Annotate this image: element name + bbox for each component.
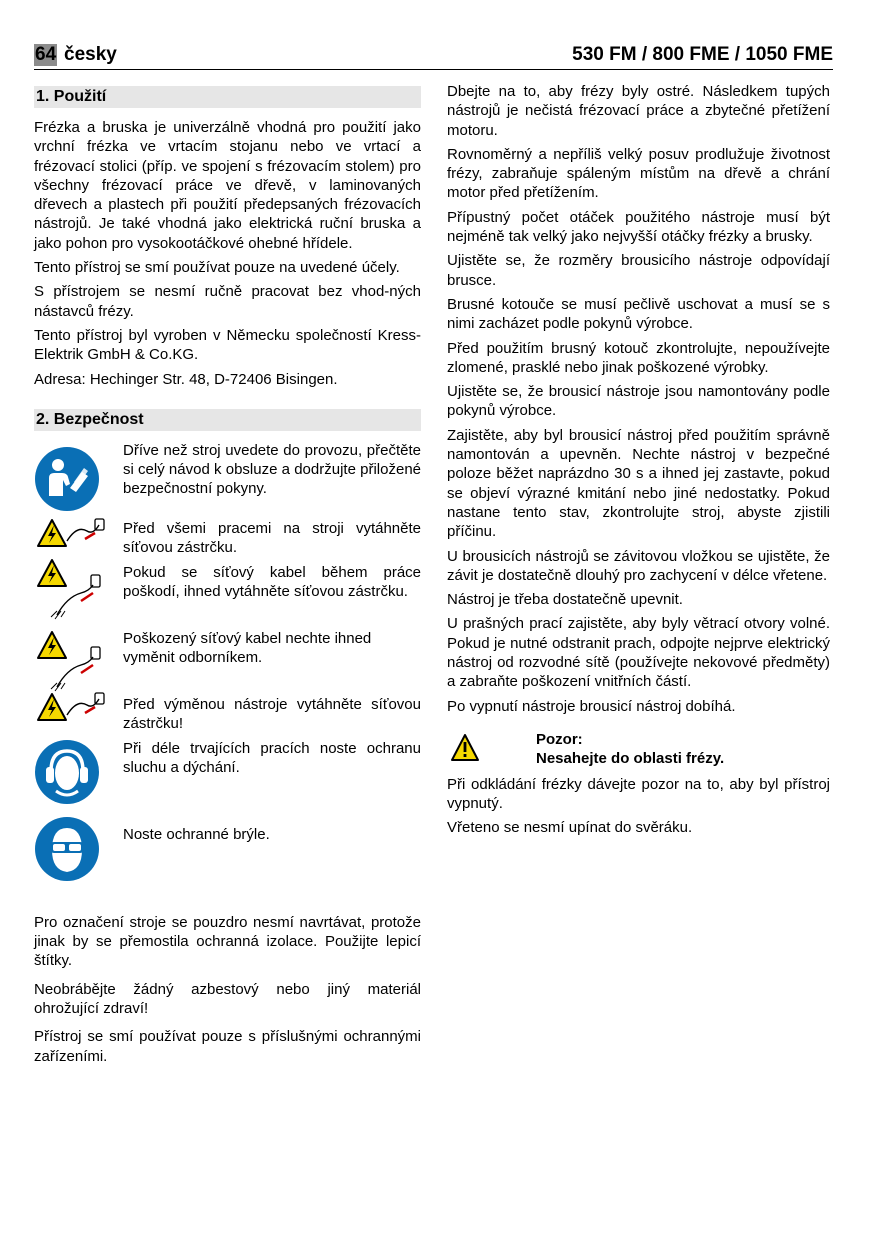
paragraph: Tento přístroj se smí používat pouze na uvedené účely.	[34, 259, 400, 277]
symbol-text: Před všemi pracemi na stroji vytáhněte síťovou zástrčku.	[123, 519, 421, 557]
symbol-row	[34, 441, 421, 519]
language-label: česky	[64, 44, 117, 65]
paragraph: Před použitím brusný kotouč zkontrolujte, nepoužívejte zlomené, prasklé nebo jinak poškozené výrobky.	[447, 339, 830, 376]
paragraph: Po vypnutí nástroje brousicí nástroj dobíhá.	[447, 697, 736, 715]
paragraph: Adresa: Hechinger Str. 48, D-72406 Bisingen.	[34, 370, 338, 388]
paragraph: Přípustný počet otáček použitého nástroje musí být nejméně tak velký jako nejvyšší otáčky frézky a brusky.	[447, 208, 830, 246]
paragraph: Brusné kotouče se musí pečlivě uschovat a musí se s nimi zacházet podle pokynů výrobce.	[447, 295, 830, 333]
paragraph: Neobrábějte žádný azbestový nebo jiný materiál ohrožující zdraví!	[34, 980, 421, 1018]
symbol-row	[34, 629, 421, 693]
symbol-row	[34, 693, 421, 739]
paragraph: Nástroj je třeba dostatečně upevnit.	[447, 591, 683, 609]
symbol-text: Noste ochranné brýle.	[123, 825, 270, 843]
paragraph: S přístrojem se nesmí ručně pracovat bez vhod-ných nástavců frézy.	[34, 283, 421, 320]
left-column	[34, 82, 421, 1071]
paragraph: Dbejte na to, aby frézy byly ostré. Následkem tupých nástrojů je nečistá frézovací práce a zbytečné přetížení motoru.	[447, 83, 830, 139]
paragraph: Přístroj se smí používat pouze s příslušnými ochrannými zařízeními.	[34, 1028, 421, 1065]
paragraph: Zajistěte, aby byl brousicí nástroj před použitím správně namontován a upevněn. Nechte nástroj v bezpečné poloze běžet naprázdno 30 s a ihned jej zastavte, pokud se objeví výrazné kmitání nebo jiné nedostatky. Pokud nastane tento stav, zkontrolujte stroj, abyste zjistili příčinu.	[447, 426, 830, 541]
paragraph: Ujistěte se, že brousicí nástroje jsou namontovány podle pokynů výrobce.	[447, 383, 830, 420]
paragraph: Rovnoměrný a nepříliš velký posuv prodlužuje životnost frézy, zabraňuje spáleným místům na dřevě a chrání motor před přetížením.	[447, 145, 830, 202]
symbol-text: Poškozený síťový kabel nechte ihned vyměnit odborníkem.	[123, 629, 372, 667]
paragraph: Vřeteno se nesmí upínat do svěráku.	[447, 819, 693, 837]
paragraph: Při odkládání frézky dávejte pozor na to, aby byl přístroj vypnutý.	[447, 775, 830, 812]
ear-protection-icon	[34, 739, 100, 805]
page-number: 64	[35, 44, 57, 65]
symbol-text: Dříve než stroj uvedete do provozu, přečtěte si celý návod k obsluze a dodržujte přiložené bezpečnostní pokyny.	[123, 441, 421, 498]
safety-goggles-icon	[34, 816, 100, 882]
paragraph: U brousicích nástrojů se závitovou vložkou se ujistěte, že závit je dostatečně dlouhý pro zachycení v délce vřetene.	[447, 547, 830, 584]
paragraph: Frézka a bruska je univerzálně vhodná pro použití jako vrchní frézka ve vrtacím stojanu nebo ve vrtací a frézovací stolici (příp. ve spojení s frézovacím stolem) pro všechny frézovací práce ve dřevě, v laminovaných dřevech a plastech při použití předepsaných frézovacích nástrojů. Je také vhodná jako elektrická ruční bruska a jako pohon pro vysokootáčkové ohebné hřídele.	[34, 119, 421, 252]
symbol-text: Pokud se síťový kabel během práce poškodí, ihned vytáhněte síťovou zástrčku.	[123, 563, 421, 601]
symbol-row	[34, 563, 421, 629]
warning-title: Pozor:	[536, 730, 583, 748]
unplug-warning-icon	[37, 687, 107, 727]
symbol-text: Při déle trvajících pracích noste ochranu sluchu a dýchání.	[123, 739, 421, 777]
damaged-cable-icon	[37, 557, 107, 621]
page-header	[34, 44, 833, 70]
paragraph: Ujistěte se, že rozměry brousicího nástroje odpovídají brusce.	[447, 252, 830, 289]
model-title: 530 FM / 800 FME / 1050 FME	[572, 44, 833, 65]
read-manual-icon	[34, 446, 100, 512]
right-column	[447, 82, 830, 842]
section-title-use: 1. Použití	[34, 86, 421, 108]
section-title-safety: 2. Bezpečnost	[34, 409, 421, 431]
paragraph: U prašných prací zajistěte, aby byly větrací otvory volné. Pokud je nutné odstranit prach, odpojte nejprve elektrický nástroj od rozvodné sítě (používejte nekovové předměty) a zabraňte poškození vnitřních částí.	[447, 615, 830, 691]
unplug-warning-icon	[37, 513, 107, 553]
symbol-row	[34, 739, 421, 815]
paragraph: Pro označení stroje se pouzdro nesmí navrtávat, protože jinak by se přemostila ochranná izolace. Použijte lepicí štítky.	[34, 913, 421, 970]
warning-triangle-icon	[449, 733, 481, 763]
symbol-row	[34, 815, 421, 901]
paragraph: Tento přístroj byl vyroben v Německu společností Kress-Elektrik GmbH & Co.KG.	[34, 326, 421, 364]
warning-box	[447, 730, 830, 769]
symbol-text: Před výměnou nástroje vytáhněte síťovou zástrčku!	[123, 695, 421, 733]
damaged-cable-icon	[37, 629, 107, 693]
warning-text: Nesahejte do oblasti frézy.	[536, 750, 725, 768]
